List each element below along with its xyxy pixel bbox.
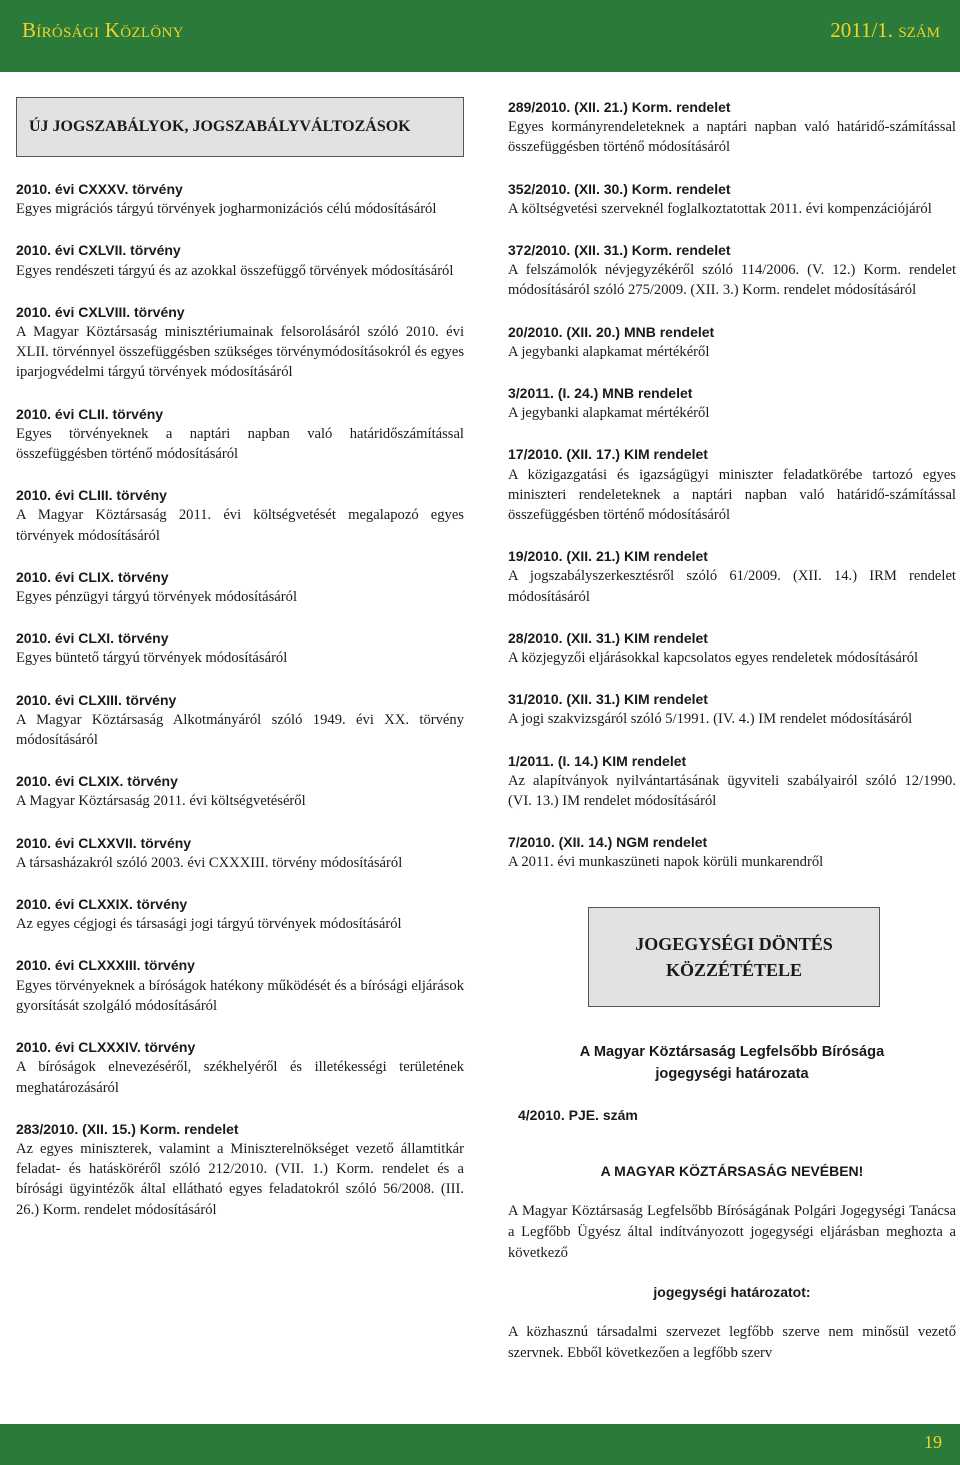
journal-title: Bírósági Közlöny [22,18,184,42]
ruling-text: A közhasznú társadalmi szervezet legfőbb szerve nem minősül vezető szervnek. Ebből következően a legfőbb szerv [508,1324,956,1362]
issue-word: szám [898,18,940,42]
legislation-entry [16,485,464,546]
entry-description: Az egyes miniszterek, valamint a Miniszterelnökséget vezető államtitkár feladat- és hatásköréről szóló 212/2010. (VII. 1.) Korm. rendelet és a bírósági ügyintézők által ellátható egyes feladatokról szóló 56/2008. (III. 26.) Korm. rendelet módosításáról [16,1140,464,1218]
entry-heading: 20/2010. (XII. 20.) MNB rendelet [508,323,715,340]
entry-description: A költségvetési szerveknél foglalkoztatottak 2011. évi kompenzációjáról [508,200,932,217]
case-number: 4/2010. PJE. szám [518,1106,638,1123]
legislation-entry [508,689,956,729]
entry-heading: 2010. évi CLXXXIV. törvény [16,1039,196,1056]
left-entry-list [16,179,464,1220]
entry-description: A közjegyzői eljárásokkal kapcsolatos egyes rendeletek módosításáról [508,650,919,667]
legislation-entry [508,832,956,872]
legislation-entry [508,97,956,158]
entry-heading: 2010. évi CXLVII. törvény [16,242,181,259]
legislation-entry [16,628,464,668]
entry-description: A jegybanki alapkamat mértékéről [508,405,710,422]
court-line2: jogegységi határozata [655,1065,809,1082]
issue-label [830,18,940,43]
decision-title-box [588,907,880,1007]
section-title: ÚJ JOGSZABÁLYOK, JOGSZABÁLYVÁLTOZÁSOK [29,117,411,135]
legislation-entry [508,546,956,607]
entry-description: A Magyar Köztársaság minisztériumainak felsorolásáról szóló 2010. évi XLII. törvénnyel összefüggésben szükséges törvénymódosításokról és egyes iparjogvédelmi tárgyú törvények módosításáról [16,324,464,381]
entry-description: A jegybanki alapkamat mértékéről [508,343,710,360]
entry-description: A bíróságok elnevezéséről, székhelyéről és illetékességi területének meghatározásáról [16,1059,464,1096]
entry-description: A felszámolók névjegyzékéről szóló 114/2006. (V. 12.) Korm. rendelet módosításáról szóló 275/2009. (XII. 3.) Korm. rendelet módosításáról [508,262,956,299]
entry-heading: 2010. évi CLXI. törvény [16,630,169,647]
legislation-entry [16,1119,464,1220]
legislation-entry [508,444,956,525]
page-footer [0,1424,960,1465]
legislation-entry [508,628,956,668]
entry-heading: 7/2010. (XII. 14.) NGM rendelet [508,834,708,851]
entry-heading: 17/2010. (XII. 17.) KIM rendelet [508,446,708,463]
entry-heading: 372/2010. (XII. 31.) Korm. rendelet [508,242,731,259]
court-line1: A Magyar Köztársaság Legfelsőbb Bírósága [579,1043,885,1060]
issue-number: 2011/1. [830,18,894,42]
entry-description: Az alapítványok nyilvántartásának ügyviteli szabályairól szóló 12/1990. (VI. 13.) IM rendelet módosításáról [508,772,956,810]
entry-heading: 2010. évi CXXXV. törvény [16,181,183,197]
entry-description: Az egyes cégjogi és társasági jogi tárgyú törvények módosításáról [16,916,402,933]
entry-description: A Magyar Köztársaság 2011. évi költségvetését megalapozó egyes törvények módosításáról [16,507,464,544]
entry-description: Egyes törvényeknek a naptári napban való határidőszámítással összefüggésben történő módosításáról [16,425,464,463]
entry-heading: 2010. évi CLXIII. törvény [16,691,177,708]
entry-description: Egyes rendészeti tárgyú és az azokkal összefüggő törvények módosításáról [16,262,454,279]
legislation-entry [16,240,464,280]
legislation-entry [16,690,464,751]
entry-heading: 2010. évi CXLVIII. törvény [16,303,185,320]
legislation-entry [16,1037,464,1098]
legislation-entry [16,404,464,465]
entry-heading: 28/2010. (XII. 31.) KIM rendelet [508,629,708,646]
right-column [508,97,956,1364]
page-number: 19 [924,1432,942,1452]
entry-heading: 2010. évi CLXXXIII. törvény [16,957,195,974]
legislation-entry [16,567,464,607]
entry-description: A jogszabályszerkesztésről szóló 61/2009. (XII. 14.) IRM rendelet módosításáról [508,568,956,605]
entry-heading: 2010. évi CLXXIX. törvény [16,896,188,913]
section-title-box [16,97,464,157]
entry-heading: 31/2010. (XII. 31.) KIM rendelet [508,691,708,708]
entry-description: Egyes migrációs tárgyú törvények jogharmonizációs célú módosításáról [16,201,437,218]
entry-description: Egyes kormányrendeleteknek a naptári napban való határidő-számítással összefüggésben történő módosításáról [508,119,956,156]
right-entry-list [508,97,956,873]
entry-description: A 2011. évi munkaszüneti napok körüli munkarendről [508,854,824,871]
left-column [16,97,464,1241]
entry-heading: 283/2010. (XII. 15.) Korm. rendelet [16,1120,239,1137]
entry-description: A jogi szakvizsgáról szóló 5/1991. (IV. 4.) IM rendelet módosításáról [508,711,913,728]
entry-description: A társasházakról szóló 2003. évi CXXXIII. törvény módosításáról [16,854,403,871]
in-the-name-heading: A MAGYAR KÖZTÁRSASÁG NEVÉBEN! [600,1162,864,1179]
entry-heading: 2010. évi CLIX. törvény [16,568,169,585]
legislation-entry [16,833,464,873]
entry-heading: 2010. évi CLXXVII. törvény [16,834,192,851]
entry-heading: 1/2011. (I. 14.) KIM rendelet [508,752,687,769]
legislation-entry [16,894,464,934]
legislation-entry [16,955,464,1016]
entry-heading: 2010. évi CLIII. törvény [16,487,167,504]
decision-intro: A Magyar Köztársaság Legfelsőbb Bíróságának Polgári Jogegységi Tanácsa a Legfőbb Ügyész által indítványozott jogegységi eljárásban meghozta a következő [508,1203,956,1262]
legislation-entry [16,771,464,811]
entry-description: A közigazgatási és igazságügyi miniszter feladatkörébe tartozó egyes miniszteri rendeleteknek a naptári napban való határidő-számítással összefüggésben történő módosításáról [508,466,956,524]
ruling-label: jogegységi határozatot: [653,1284,811,1301]
legislation-entry [508,322,956,362]
entry-description: Egyes büntető tárgyú törvények módosításáról [16,650,288,667]
entry-heading: 3/2011. (I. 24.) MNB rendelet [508,385,693,402]
legislation-entry [508,383,956,423]
entry-description: Egyes törvényeknek a bíróságok hatékony működését és a bírósági eljárások gyorsítását szolgáló módosításáról [16,977,464,1014]
legislation-entry [16,302,464,383]
entry-description: Egyes pénzügyi tárgyú törvények módosításáról [16,589,298,606]
entry-heading: 2010. évi CLII. törvény [16,405,164,422]
decision-title-line1: JOGEGYSÉGI DÖNTÉS [635,933,833,954]
entry-heading: 352/2010. (XII. 30.) Korm. rendelet [508,180,731,197]
legislation-entry [508,751,956,812]
legislation-entry [16,179,464,219]
legislation-entry [508,240,956,301]
entry-description: A Magyar Köztársaság Alkotmányáról szóló 1949. évi XX. törvény módosításáról [16,711,464,749]
court-heading [508,1041,956,1085]
entry-heading: 19/2010. (XII. 21.) KIM rendelet [508,548,708,565]
page-header [0,0,960,72]
entry-description: A Magyar Köztársaság 2011. évi költségvetéséről [16,793,306,810]
legislation-entry [508,179,956,219]
entry-heading: 2010. évi CLXIX. törvény [16,773,178,790]
entry-heading: 289/2010. (XII. 21.) Korm. rendelet [508,99,731,115]
decision-title-line2: KÖZZÉTÉTELE [665,959,803,980]
